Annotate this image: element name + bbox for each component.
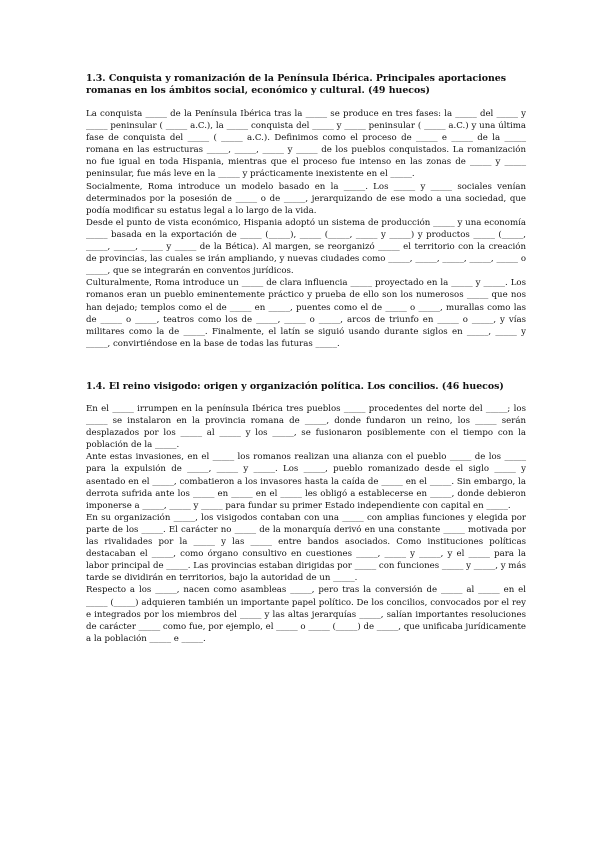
paragraph-invasions: En el _____ irrumpen en la península Ibérica tres pueblos _____ procedentes del norte del _____; los _____ se instalaron en la provincia romana de _____, donde fundaron un reino, los _____ serán desplazados por los _____ al _____ y los _____, se fusionaron posiblemente con el tiempo con la población de la _____. [86, 404, 526, 451]
paragraph-conquest: La conquista _____ de la Península Ibérica tras la _____ se produce en tres fases: la _____ del _____ y _____ peninsular ( _____ a.C.), la _____ conquista del _____ y _____ peninsular ( _____ a.C.) y una última fase de conquista del _____ ( _____ a.C.). Definimos como el proceso de _____ e _____ de la _____ romana en las estructuras _____, _____, _____ y _____ de los pueblos conquistados. La romanización no fue igual en toda Hispania, mientras que el proceso fue intenso en las zonas de _____ y _____ peninsular, fue más leve en la _____ y prácticamente inexistente en el _____. [86, 109, 526, 180]
section-heading-1-4: 1.4. El reino visigodo: origen y organización política. Los concilios. (46 huecos) [86, 381, 504, 392]
paragraph-alliance: Ante estas invasiones, en el _____ los romanos realizan una alianza con el pueblo _____ de los _____ para la expulsión de _____, _____ y _____. Los _____, pueblo romanizado desde el siglo _____ y asentado en el _____, combatieron a los invasores hasta la caída de _____ en el _____. Sin embargo, la derrota sufrida ante los _____ en _____ en el _____ les obligó a establecerse en _____, donde debieron imponerse a _____, _____ y _____ para fundar su primer Estado independiente con capital en _____. [86, 452, 526, 511]
section-heading-1-3: 1.3. Conquista y romanización de la Península Ibérica. Principales aportaciones romanas en los ámbitos social, económico y cultural. (49 huecos) [86, 73, 507, 97]
section-body-1-4 [86, 403, 526, 713]
paragraph-society: Socialmente, Roma introduce un modelo basado en la _____. Los _____ y _____ sociales venían determinados por la posesión de _____ o de _____, jerarquizando de ese modo a una sociedad, que podía modificar su estatus legal a lo largo de la vida. [86, 181, 526, 216]
section-body-1-3 [86, 108, 526, 398]
paragraph-organization: En su organización _____, los visigodos contaban con una _____ con amplias funciones y elegida por parte de los _____. El carácter no _____ de la monarquía derivó en una constante _____ motivada por las rivalidades por la _____ y las _____ entre bandos asociados. Como instituciones políticas destacaban el _____, como órgano consultivo en cuestiones _____, _____ y _____, y el _____ para la labor principal de _____. Las provincias estaban dirigidas por _____ con funciones _____ y _____, y más tarde se dividirán en territorios, bajo la autoridad de un _____. [86, 512, 526, 584]
paragraph-economy: Desde el punto de vista económico, Hispania adoptó un sistema de producción _____ y una economía _____ basada en la exportación de _____ (_____), _____ (_____, _____ y _____) y productos _____ (_____, _____, _____, _____ y _____ de la Bética). Al margen, se reorganizó _____ el territorio con la creación de provincias, las cuales se irán ampliando, y nuevas ciudades como _____, _____, _____, _____, _____ o _____, que se integrarán en conventos jurídicos. [86, 217, 526, 277]
paragraph-councils: Respecto a los _____, nacen como asambleas _____, pero tras la conversión de _____ al _____ en el _____ (_____) adquieren también un importante papel político. De los concilios, convocados por el rey e integrados por los miembros del _____ y las altas jerarquías _____, salían importantes resoluciones de carácter _____ como fue, por ejemplo, el _____ o _____ (_____) de _____, que unificaba jurídicamente a la población _____ e _____. [86, 585, 526, 644]
paragraph-culture: Culturalmente, Roma introduce un _____ de clara influencia _____ proyectado en la _____ y _____. Los romanos eran un pueblo eminentemente práctico y prueba de ello son los numerosos _____ que nos han dejado; templos como el de _____ en _____, puentes como el de _____ o _____, murallas como las de _____ o _____, teatros como los de _____, _____ o _____, arcos de triunfo en _____ o _____, y vías militares como la de _____. Finalmente, el latín se siguió usando durante siglos en _____, _____ y _____, convirtiéndose en la base de todas las futuras _____. [86, 278, 526, 349]
